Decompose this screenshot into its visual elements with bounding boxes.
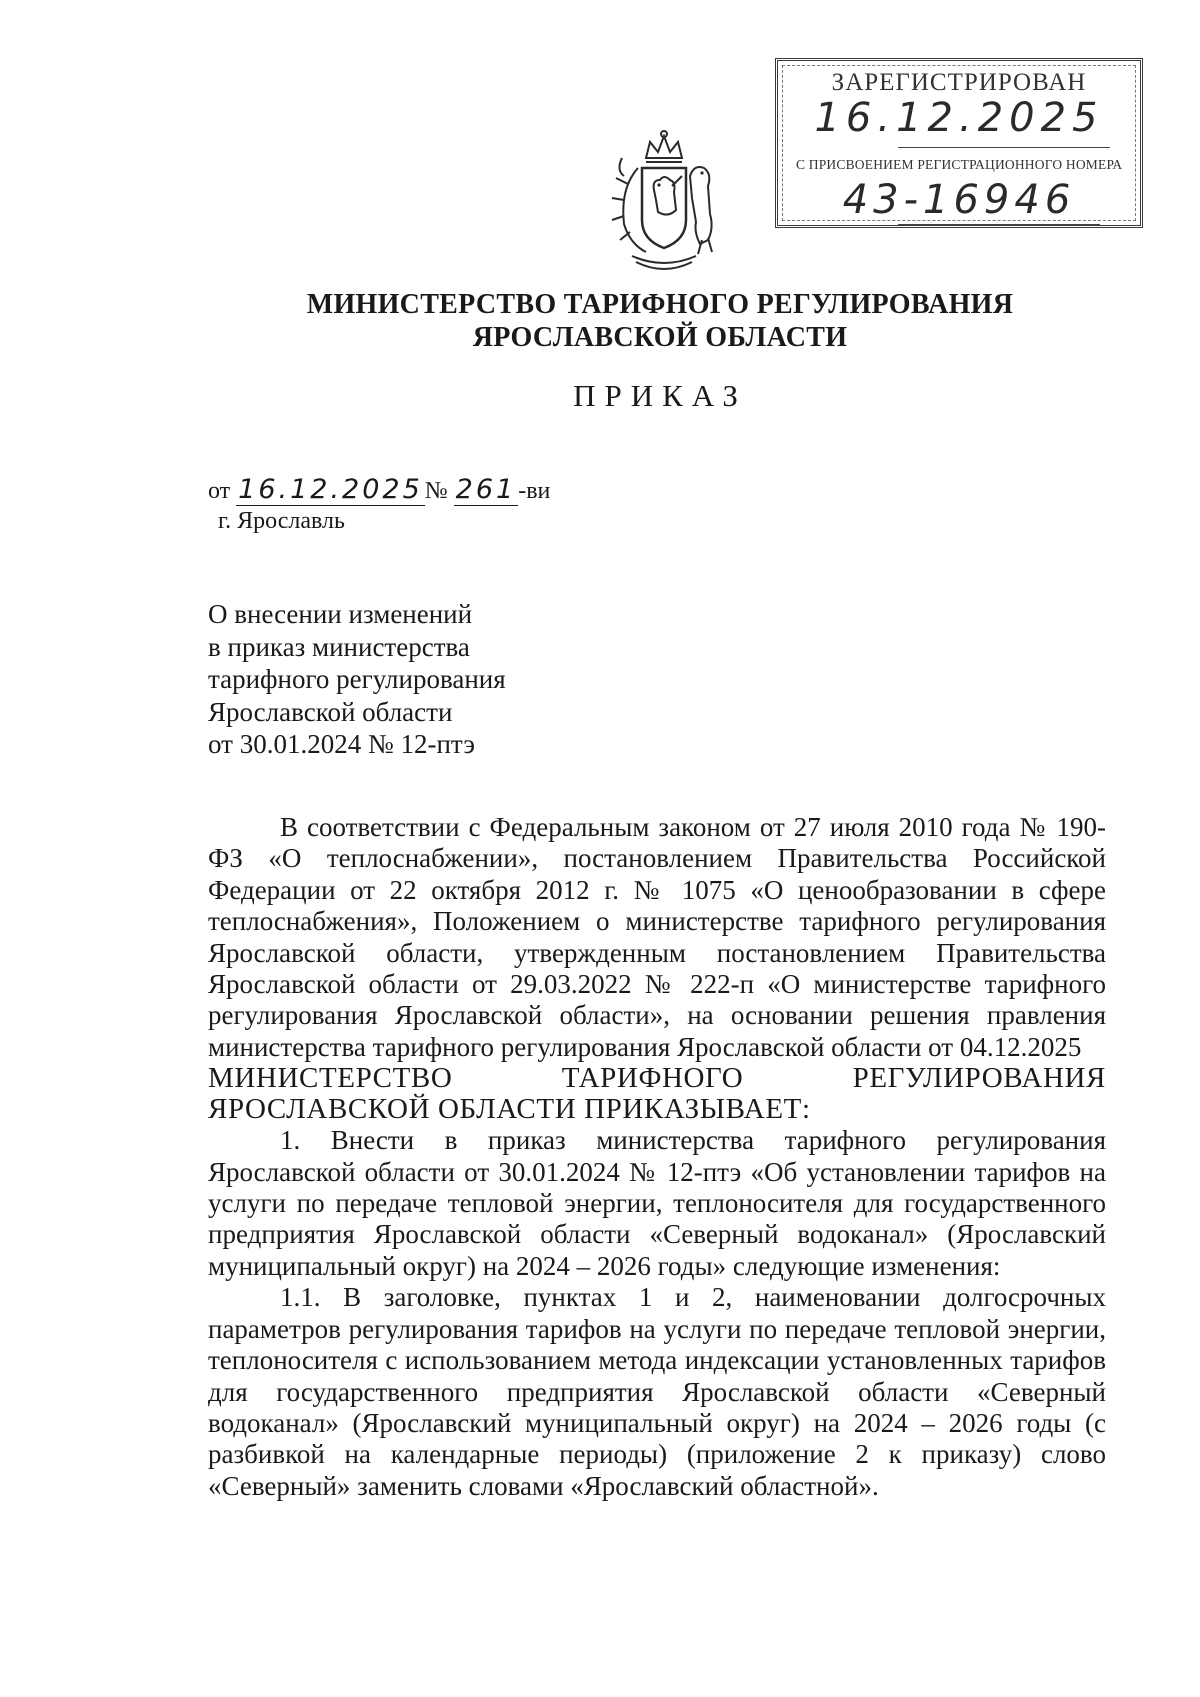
order-subject (208, 598, 506, 761)
document-title: ПРИКАЗ (573, 378, 747, 413)
ministry-name (200, 288, 1120, 354)
order-date-number (208, 474, 550, 505)
order-number: 261 (455, 474, 517, 505)
number-suffix: -ви (518, 478, 551, 504)
order-date: 16.12.2025 (238, 474, 423, 505)
number-prefix: № (424, 478, 448, 504)
stamp-title: ЗАРЕГИСТРИРОВАН (831, 69, 1087, 96)
subject-line: Ярославской области (208, 696, 453, 727)
item-1-paragraph: 1. Внести в приказ министерства тарифного регулирования Ярославской области от 30.01.2024 № 12-птэ «Об установлении тарифов на услуги по передаче тепловой энергии, теплоносителя для государственного предприятия Ярославской области «Северный водоканал» (Ярославский муниципальный округ) на 2024 – 2026 годы» следующие изменения: (208, 1125, 1106, 1281)
decree-statement: МИНИСТЕРСТВО ТАРИФНОГО РЕГУЛИРОВАНИЯ ЯРОСЛАВСКОЙ ОБЛАСТИ ПРИКАЗЫВАЕТ: (208, 1062, 1106, 1126)
subject-line: О внесении изменений (208, 599, 473, 629)
stamp-underline (898, 147, 1110, 148)
ministry-line: ЯРОСЛАВСКОЙ ОБЛАСТИ (472, 322, 848, 353)
subject-line: в приказ министерства (208, 631, 470, 662)
stamp-date: 16.12.2025 (814, 95, 1104, 141)
order-body (208, 812, 1106, 1502)
stamp-subtitle: С ПРИСВОЕНИЕМ РЕГИСТРАЦИОННОГО НОМЕРА (796, 157, 1123, 172)
subject-line: от 30.01.2024 № 12-птэ (208, 729, 475, 759)
coat-of-arms-icon (602, 128, 726, 276)
ministry-line: МИНИСТЕРСТВО ТАРИФНОГО РЕГУЛИРОВАНИЯ (306, 289, 1014, 320)
date-prefix: от (208, 478, 231, 504)
subject-line: тарифного регулирования (208, 664, 506, 694)
stamp-registration-number: 43-16946 (842, 177, 1076, 223)
item-1-1-paragraph: 1.1. В заголовке, пунктах 1 и 2, наименовании долгосрочных параметров регулирования тарифов на услуги по передаче тепловой энергии, теплоносителя с использованием метода индексации установленных тарифов для государственного предприятия Ярославской области «Северный водоканал» (Ярославский муниципальный округ) на 2024 – 2026 годы (с разбивкой на календарные периоды) (приложение 2 к приказу) слово «Северный» заменить словами «Ярославский областной». (208, 1282, 1106, 1501)
city: г. Ярославль (218, 508, 345, 534)
registration-stamp (775, 58, 1143, 228)
preamble-paragraph: В соответствии с Федеральным законом от 27 июля 2010 года № 190-ФЗ «О теплоснабжении», постановлением Правительства Российской Федерации от 22 октября 2012 г. № 1075 «О ценообразовании в сфере теплоснабжения», Положением о министерстве тарифного регулирования Ярославской области, утвержденным постановлением Правительства Ярославской области от 29.03.2022 № 222-п «О министерстве тарифного регулирования Ярославской области», на основании решения правления министерства тарифного регулирования Ярославской области от 04.12.2025 (208, 812, 1106, 1062)
stamp-underline (898, 224, 1100, 225)
